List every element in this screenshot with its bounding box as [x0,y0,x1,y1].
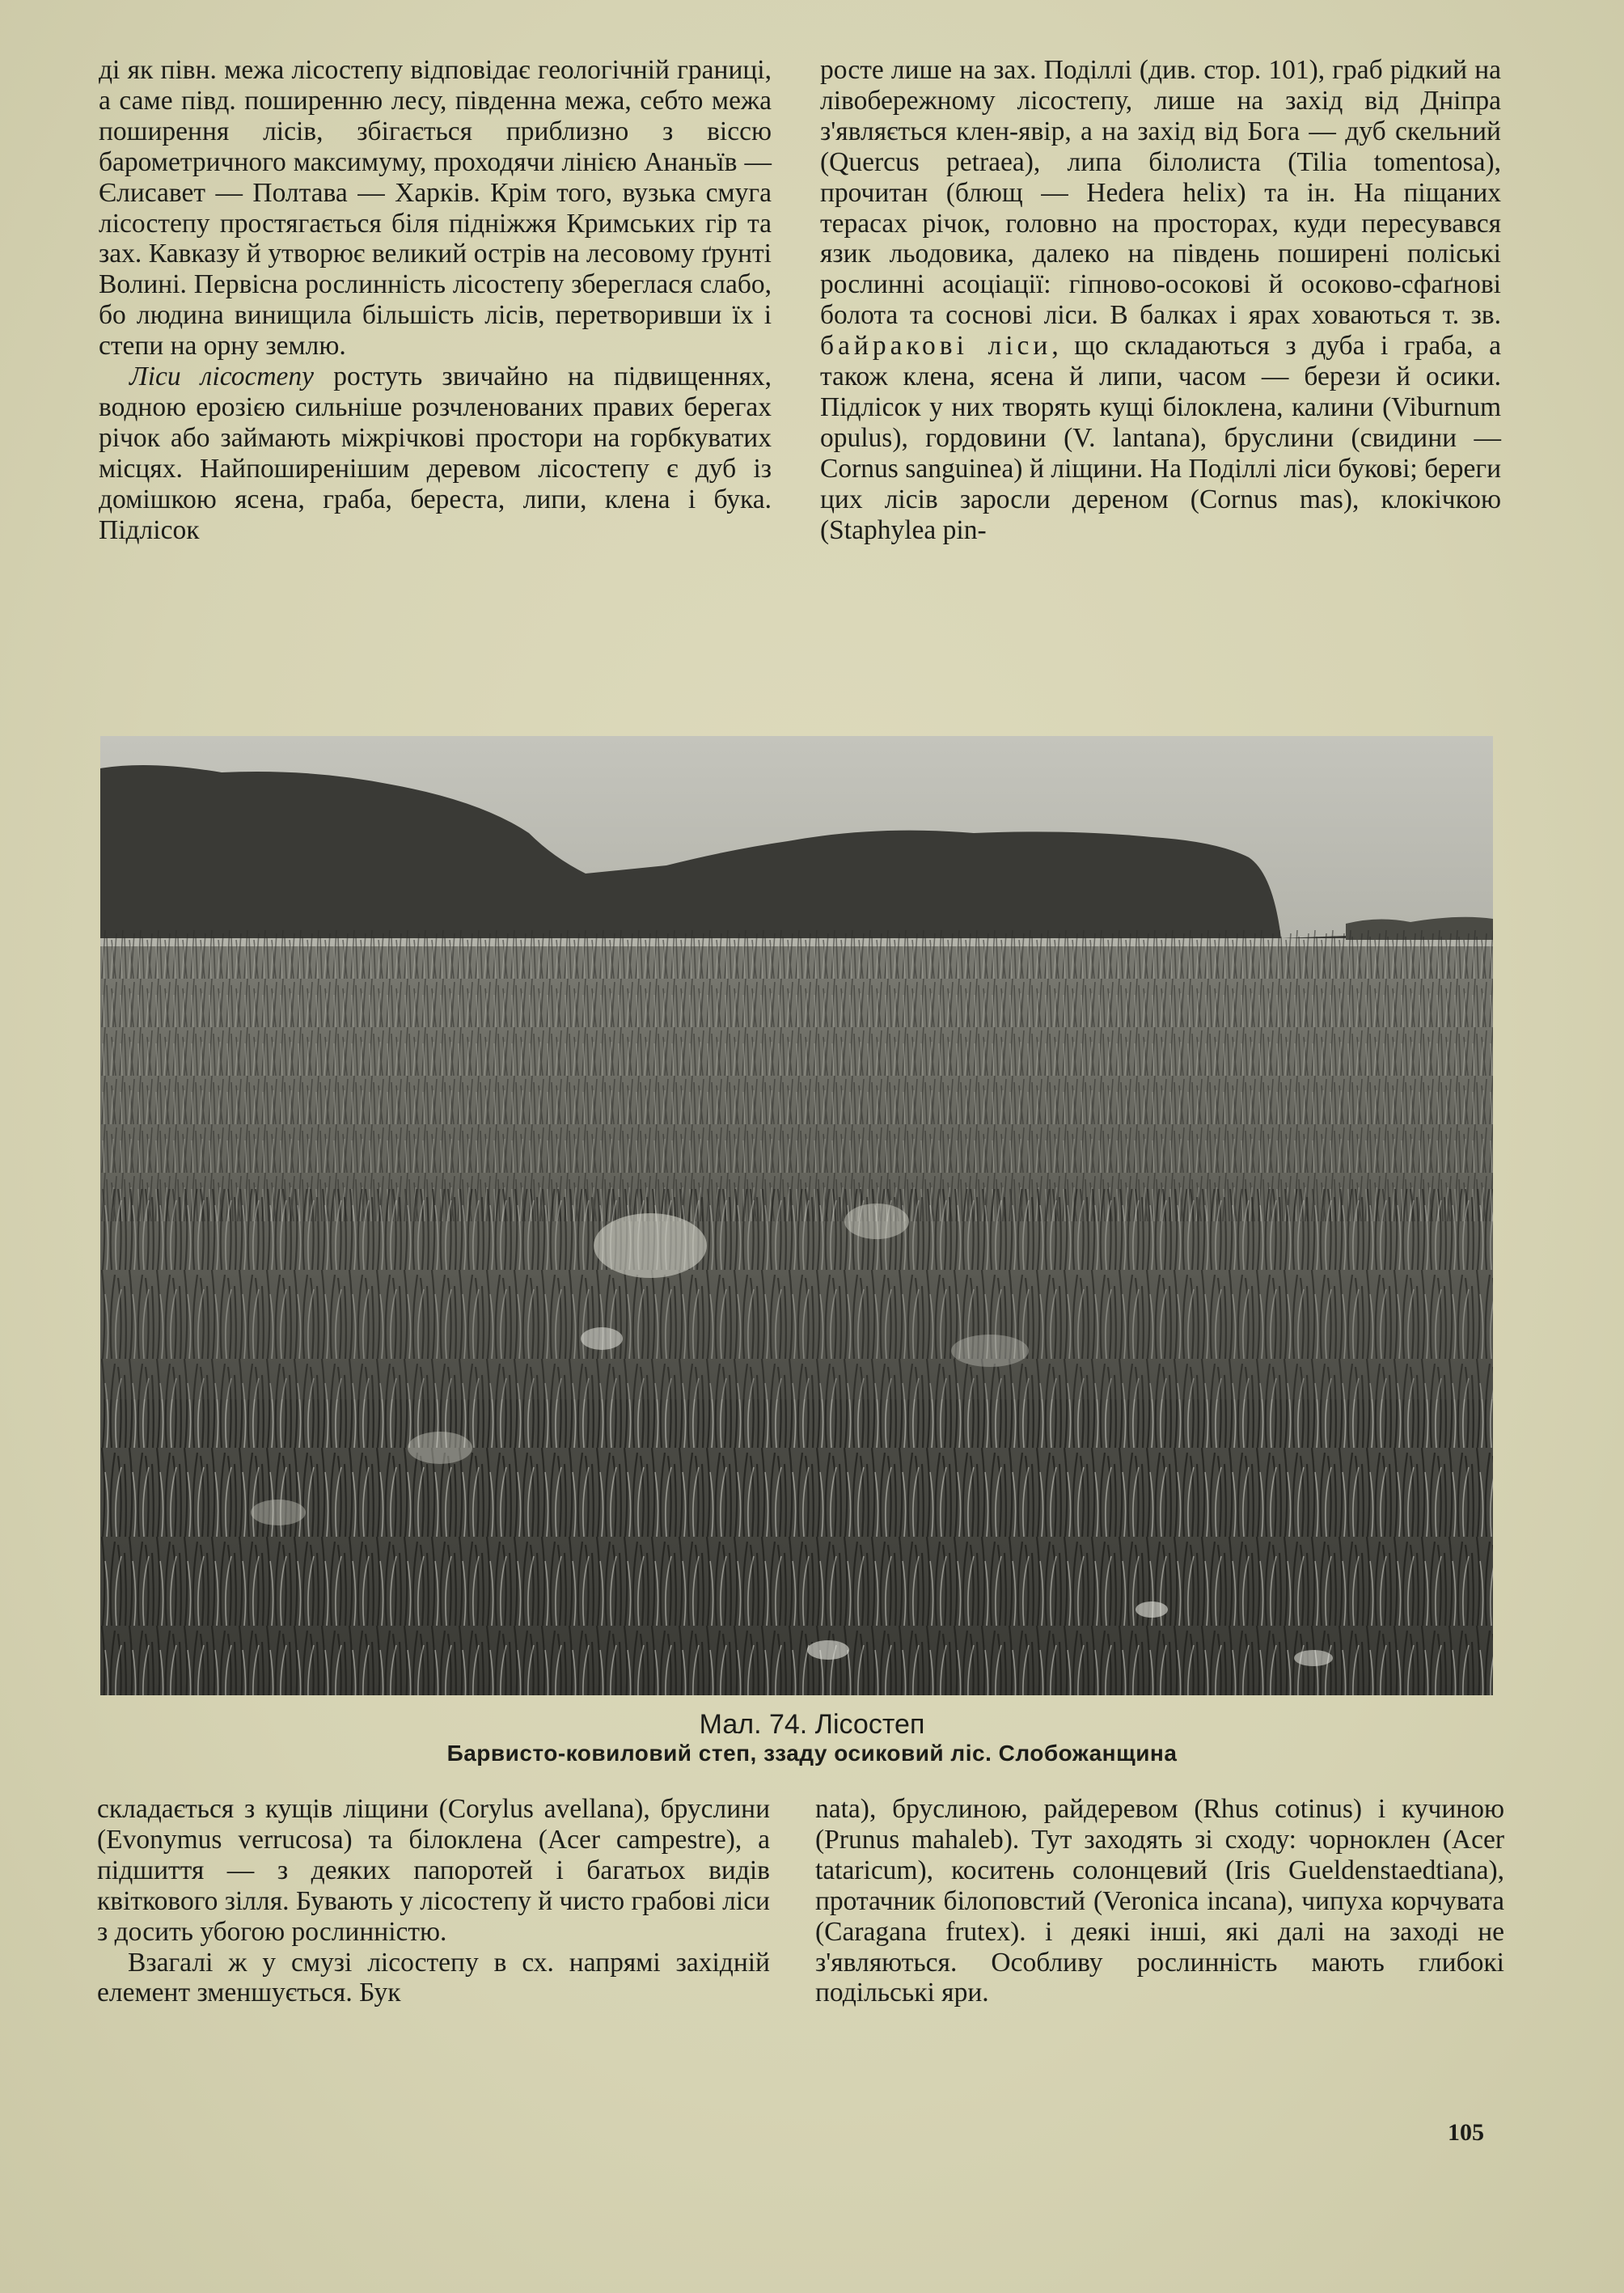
paragraph-text: , що складаються з дуба і граба, а також клена, ясена й липи, часом — берези й осики. Підлісок у них творять кущі білоклена, калини (Viburnum opulus), гордовини (V. lantana), бруслини (свидини — Cornus sanguinea) й ліщини. На Поділлі ліси букові; береги цих лісів заросли дереном (Cornus mas), клокічкою (Staphylea pin- [820,331,1502,545]
paragraph-text: ростуть звичайно на підвищеннях, водною ерозією сильніше розчленованих правих берегах річок або займають міжрічкові простори на горбкуватих місцях. Найпоширенішим деревом лісостепу є дуб із домішкою ясена, граба, береста, липи, клена і бука. Підлісок [99,362,772,545]
photo-illustration [100,736,1493,1695]
paragraph: складається з кущів ліщини (Corylus avellana), бруслини (Evonymus verrucosa) та білоклена (Acer campestre), а підшиття — з деяких папоротей і багатьох видів квіткового зілля. Бувають у лісостепу й чисто грабові ліси з досить убогою рослинністю. [97,1794,770,1947]
paragraph [820,55,1501,546]
figure-caption-subtitle: Барвисто-ковиловий степ, ззаду осиковий ліс. Слобожанщина [446,1741,1178,1766]
paragraph: Взагалі ж у смузі лісостепу в сх. напрямі західній елемент зменшується. Бук [97,1947,770,2008]
paragraph: ді як півн. межа лісостепу відповідає геологічній границі, а саме півд. поширенню лесу, південна межа, себто межа поширення лісів, збігається приблизно з віссю барометричного максимуму, проходячи лінією Ананьїв — Єлисавет — Полтава — Харків. Крім того, вузька смуга лісостепу простягається біля підніжжя Кримських гір та зах. Кавказу й утворює великий острів на лесовому ґрунті Волині. Первісна рослинність лісостепу збереглася слабо, бо людина винищила більшість лісів, перетворивши їх і степи на орну землю. [99,55,772,362]
paragraph-lead-italic: Ліси лісостепу [129,362,315,392]
paragraph [99,362,772,545]
text-column-bottom-left [97,1794,770,2008]
text-column-bottom-right [815,1794,1504,2008]
figure-caption-title: Мал. 74. Лісостеп [699,1709,925,1740]
text-column-top-left [99,55,772,546]
paragraph: nata), бруслиною, райдеревом (Rhus cotinus) і кучиною (Prunus mahaleb). Тут заходять зі сходу: чорноклен (Acer tataricum), коситень солонцевий (Iris Gueldenstaedtiana), протачник білоповстий (Veronica incana), чипуха корчувата (Caragana frutex). і деякі інші, які далі на заході не з'являються. Особливу рослинність мають глибокі подільські яри. [815,1794,1504,2008]
paragraph-text: росте лише на зах. Поділлі (див. стор. 101), граб рідкий на лівобережному лісостепу, лише на захід від Дніпра з'являється клен-явір, а на захід від Бога — дуб скельний (Quercus petraea), липа білолиста (Tilia tomentosa), прочитан (блющ — Hedera helix) та ін. На піщаних терасах річок, головно на просторах, куди пересувався язик льодовика, далеко на південь поширені поліські рослинні асоціації: гіпново-осокові й осоково-сфаґнові болота та соснові ліси. В балках і ярах ховаються т. зв. [820,55,1501,331]
text-column-top-right [820,55,1501,546]
spaced-term: байракові ліси [820,331,1052,362]
page-number: 105 [1448,2119,1484,2146]
steppe-photo [100,736,1493,1695]
